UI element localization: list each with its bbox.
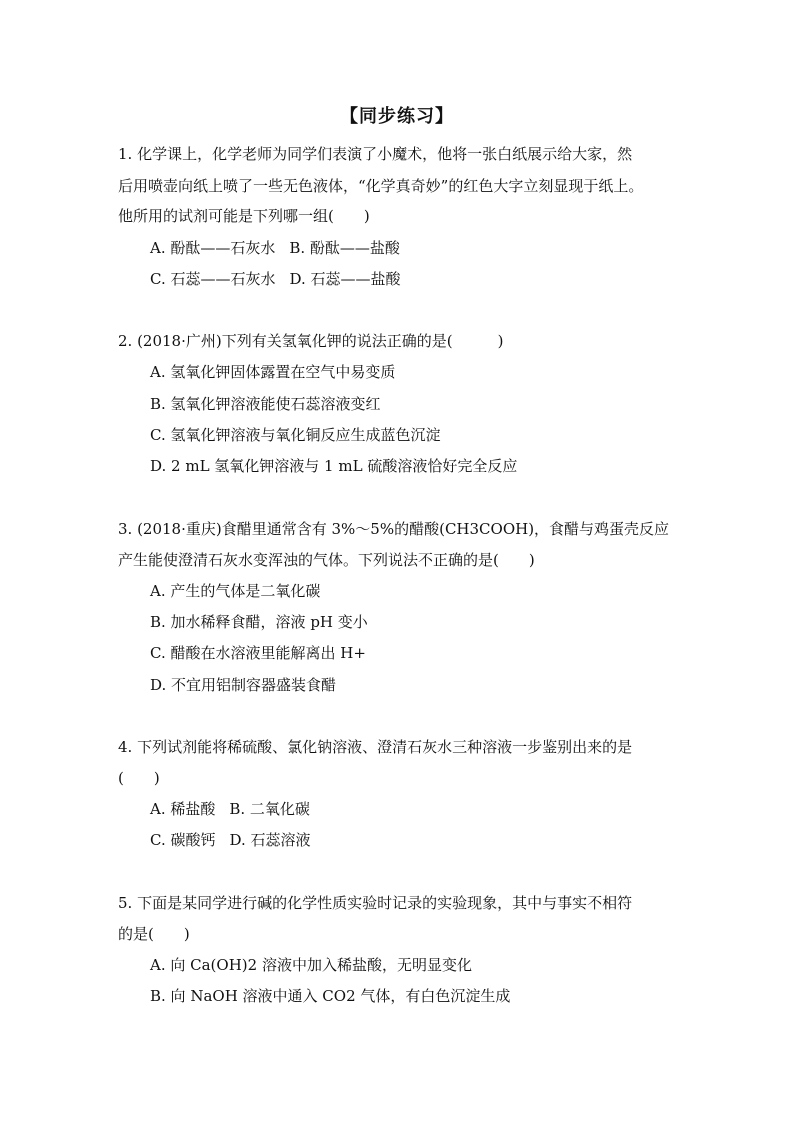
question-4-line-2: ( ) — [118, 769, 160, 787]
question-1-option-b: B. 酚酞——盐酸 — [289, 239, 400, 257]
question-1-options-row-2 — [150, 268, 710, 290]
question-2-line-1: 2. (2018·广州)下列有关氢氧化钾的说法正确的是( ) — [118, 332, 504, 350]
question-4-options-row-1 — [150, 798, 710, 820]
question-1-line-3: 他所用的试剂可能是下列哪一组( ) — [118, 207, 370, 225]
question-3-option-d: D. 不宜用铝制容器盛装食醋 — [150, 676, 337, 694]
question-4-line-1: 4. 下列试剂能将稀硫酸、氯化钠溶液、澄清石灰水三种溶液一步鉴别出来的是 — [118, 738, 633, 756]
question-3-option-a: A. 产生的气体是二氧化碳 — [150, 582, 321, 600]
question-4-options-row-2 — [150, 829, 710, 851]
question-1-option-a: A. 酚酞——石灰水 — [150, 239, 276, 257]
question-5-line-1: 5. 下面是某同学进行碱的化学性质实验时记录的实验现象，其中与事实不相符 — [118, 894, 633, 912]
question-1-option-d: D. 石蕊——盐酸 — [289, 270, 401, 288]
question-2-option-d: D. 2 mL 氢氧化钾溶液与 1 mL 硫酸溶液恰好完全反应 — [150, 457, 518, 475]
page-title: 【同步练习】 — [340, 106, 454, 127]
question-2-option-a: A. 氢氧化钾固体露置在空气中易变质 — [150, 363, 396, 381]
question-5-option-b: B. 向 NaOH 溶液中通入 CO2 气体，有白色沉淀生成 — [150, 987, 511, 1005]
question-1-options-row-1 — [150, 237, 710, 259]
question-4-option-c: C. 碳酸钙 — [150, 831, 216, 849]
question-3-line-1: 3. (2018·重庆)食醋里通常含有 3%～5%的醋酸(CH3COOH)，食醋与鸡蛋壳反应 — [118, 520, 670, 538]
question-3-option-c: C. 醋酸在水溶液里能解离出 H+ — [150, 644, 366, 662]
question-4-option-b: B. 二氧化碳 — [229, 800, 310, 818]
question-5-line-2: 的是( ) — [118, 925, 190, 943]
question-4-option-a: A. 稀盐酸 — [150, 800, 216, 818]
question-1-option-c: C. 石蕊——石灰水 — [150, 270, 276, 288]
question-1-line-2: 后用喷壶向纸上喷了一些无色液体，“化学真奇妙”的红色大字立刻显现于纸上。 — [118, 177, 644, 195]
question-2-option-c: C. 氢氧化钾溶液与氧化铜反应生成蓝色沉淀 — [150, 426, 441, 444]
question-3-line-2: 产生能使澄清石灰水变浑浊的气体。下列说法不正确的是( ) — [118, 551, 535, 569]
question-5-option-a: A. 向 Ca(OH)2 溶液中加入稀盐酸，无明显变化 — [150, 956, 472, 974]
question-1-line-1: 1. 化学课上，化学老师为同学们表演了小魔术，他将一张白纸展示给大家，然 — [118, 145, 633, 163]
question-4-option-d: D. 石蕊溶液 — [229, 831, 311, 849]
question-2-option-b: B. 氢氧化钾溶液能使石蕊溶液变红 — [150, 395, 381, 413]
question-3-option-b: B. 加水稀释食醋，溶液 pH 变小 — [150, 613, 368, 631]
